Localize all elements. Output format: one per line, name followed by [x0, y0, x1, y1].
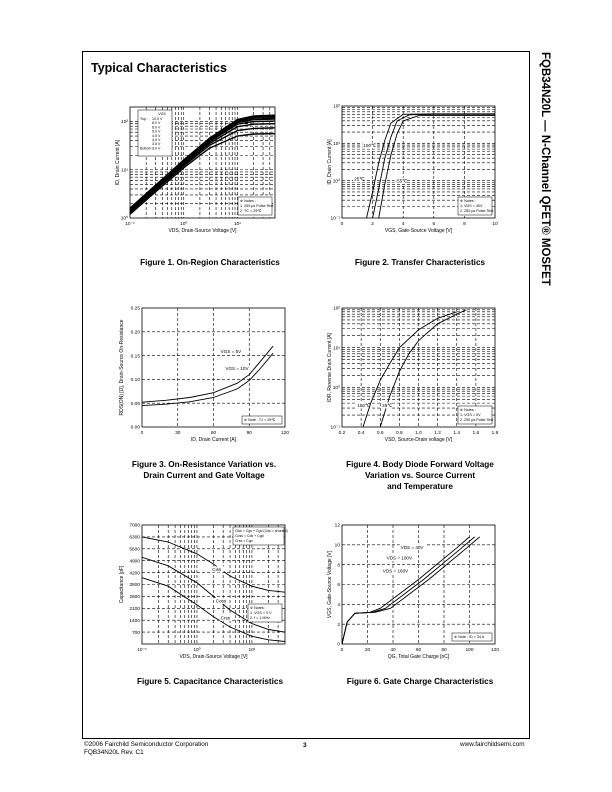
y-tick-label: 0.10	[130, 378, 140, 384]
y-tick-label: 10	[334, 543, 340, 549]
legend-entry: 4.0 V	[152, 138, 161, 142]
y-tick-label: 5600	[129, 547, 140, 553]
y-tick-label: 0.20	[130, 330, 140, 336]
y-axis-label: Capacitance [pF]	[119, 565, 125, 604]
footer-page-number: 3	[303, 742, 307, 749]
x-tick-label: 10⁻¹	[125, 222, 135, 227]
series-label: Crss	[220, 615, 231, 621]
x-tick-label: 10⁻¹	[137, 648, 147, 653]
x-tick-label: 0.2	[338, 431, 346, 436]
figure-3-chart	[118, 303, 290, 443]
figure-4-caption	[320, 459, 520, 492]
x-tick-label: 8	[463, 222, 466, 227]
caption-line: Figure 5. Capacitance Characteristics	[136, 677, 284, 686]
y-tick-label: 2800	[129, 595, 140, 601]
x-tick-label: 20	[364, 648, 371, 653]
x-tick-label: 0.6	[376, 431, 384, 436]
series-label: VGS = 10V	[225, 365, 249, 371]
x-tick-label: 2	[371, 222, 374, 227]
figure-1-caption	[110, 257, 310, 268]
series-label: 25℃	[354, 176, 365, 182]
x-axis-label: QG, Total Gate Charge [nC]	[387, 654, 450, 660]
legend-title-top: Top :	[140, 117, 148, 121]
x-tick-label: 60	[210, 431, 217, 436]
y-tick-label: 0.15	[130, 354, 140, 360]
y-tick-label: 10⁻¹	[330, 425, 340, 431]
x-tick-label: 1.8	[491, 431, 499, 436]
y-tick-label: 2	[337, 622, 340, 628]
notes-line: 2. TC = 25℃	[240, 209, 262, 213]
y-tick-label: 4200	[129, 571, 140, 577]
x-tick-label: 10¹	[248, 648, 256, 653]
y-axis-label: IDR, Reverse Drain Current [A]	[327, 333, 333, 402]
x-axis-label: VDS, Drain-Source Voltage [V]	[168, 228, 237, 234]
y-axis-label: RDS(ON) [Ω], Drain-Source On-Resistance	[119, 319, 125, 416]
caption-line: and Temperature	[387, 482, 453, 491]
y-tick-label: 10⁻¹	[330, 216, 340, 222]
caption-line: Figure 6. Gate Charge Characteristics	[346, 677, 494, 686]
notes-line: 2. f = 1 MHz	[250, 616, 270, 620]
caption-line: Drain Current and Gate Voltage	[143, 471, 265, 480]
x-tick-label: 4	[401, 222, 405, 227]
caption-line: Figure 3. On-Resistance Variation vs.	[131, 460, 277, 469]
series-label: -55℃	[395, 178, 408, 184]
x-axis-label: VSD, Source-Drain voltage [V]	[384, 437, 453, 443]
y-axis-label: ID, Drain Current [A]	[327, 139, 333, 185]
legend-header: VGS	[158, 112, 166, 116]
x-axis-label: ID, Drain Current [A]	[190, 437, 237, 443]
x-tick-label: 0.4	[357, 431, 365, 436]
legend-entry: 8.0 V	[152, 121, 161, 126]
notes-line: ※ Notes :	[250, 606, 266, 610]
y-axis-label: ID, Drain Current [A]	[115, 139, 121, 186]
y-tick-label: 8	[337, 563, 340, 569]
notes-line: 2. 250 μs Pulse Test	[460, 418, 494, 422]
figure-6-caption	[320, 676, 520, 687]
legend-entry: 10.0 V	[152, 117, 163, 121]
y-tick-label: 10²	[333, 104, 340, 110]
x-tick-label: 90	[246, 431, 252, 436]
series-label: VDS = 40V	[400, 544, 424, 550]
series-label: 25℃	[382, 402, 393, 408]
y-tick-label: 700	[131, 630, 140, 636]
y-tick-label: 10¹	[333, 142, 340, 148]
series-label: Coss	[215, 598, 227, 604]
y-tick-label: 2100	[129, 607, 140, 612]
y-tick-label: 10²	[121, 120, 128, 126]
y-axis-label: VGS, Gate-Source Voltage [V]	[327, 550, 333, 619]
footer-revision: FQB34N20L Rev. C1	[84, 749, 144, 756]
caption-line: Figure 4. Body Diode Forward Voltage	[346, 460, 494, 469]
y-tick-label: 0.05	[130, 401, 140, 407]
figure-5-chart	[118, 520, 288, 660]
y-tick-label: 7000	[129, 523, 140, 529]
y-tick-label: 10¹	[333, 346, 340, 352]
y-tick-label: 6	[337, 583, 340, 589]
x-tick-label: 0	[340, 222, 344, 227]
x-tick-label: 30	[175, 431, 181, 436]
series-label: 150℃	[363, 142, 377, 148]
legend-entry: 3.5 V	[152, 142, 161, 147]
y-tick-label: 4900	[129, 559, 140, 565]
figure-6-chart	[325, 520, 500, 660]
x-tick-label: 10¹	[233, 222, 241, 227]
x-tick-label: 0	[140, 431, 144, 436]
x-tick-label: 10⁰	[193, 648, 201, 653]
notes-line: ※ Notes :	[460, 199, 476, 203]
figure-2-chart	[325, 100, 498, 234]
x-tick-label: 60	[415, 648, 422, 653]
side-title	[535, 52, 555, 332]
notes-line: ※ Note : ID = 34 A	[454, 635, 485, 639]
footer-copyright: ©2006 Fairchild Semiconductor Corporation	[84, 741, 209, 748]
y-tick-label: 4	[337, 603, 340, 609]
x-axis-label: VDS, Drain-Source Voltage [V]	[179, 654, 248, 660]
x-tick-label: 1.4	[453, 431, 461, 436]
notes-line: 1. VGS = 0V	[460, 413, 481, 417]
figure-4-chart	[325, 303, 500, 443]
caption-line: Figure 1. On-Region Characteristics	[140, 258, 280, 267]
x-tick-label: 40	[390, 648, 396, 653]
y-tick-label: 0.25	[130, 306, 140, 312]
legend-entry: 3.0 V	[152, 146, 161, 151]
footer-url-text[interactable]: www.fairchildsemi.com	[460, 741, 525, 748]
notes-line: ※ Note : TJ = 25℃	[244, 418, 276, 422]
x-tick-label: 1.0	[415, 431, 422, 436]
series-label: 150℃	[357, 402, 371, 408]
legend-entry: 5.0 V	[152, 129, 161, 134]
figure-2-caption	[320, 257, 520, 268]
notes-line: ※ Notes :	[460, 408, 476, 412]
y-tick-label: 10²	[333, 306, 340, 312]
y-tick-label: 10⁰	[332, 179, 340, 185]
x-tick-label: 0.8	[396, 431, 403, 436]
page-heading: Typical Characteristics	[91, 61, 227, 75]
series-label: VDS = 100V	[386, 555, 413, 561]
x-tick-label: 1.2	[434, 431, 441, 436]
notes-line: 2. 250 μs Pulse Test	[460, 209, 494, 213]
y-tick-label: 10⁰	[120, 216, 128, 222]
x-tick-label: 1.6	[472, 431, 480, 436]
x-tick-label: 120	[490, 648, 500, 653]
legend-entry: 6.0 V	[152, 125, 161, 130]
y-tick-label: 6300	[129, 535, 140, 541]
x-tick-label: 0	[340, 648, 344, 653]
notes-line: 1. VGS = 0 V	[250, 611, 272, 615]
legend-title-bottom: Bottom :	[140, 146, 154, 151]
y-tick-label: 12	[334, 523, 340, 529]
x-tick-label: 10	[492, 222, 498, 227]
x-axis-label: VGS, Gate-Source Voltage [V]	[384, 228, 453, 234]
side-title-text: FQB34N20L — N-Channel QFET® MOSFET	[539, 52, 551, 286]
y-tick-label: 0	[337, 642, 340, 648]
notes-line: 1. VDS = 40V	[460, 204, 483, 208]
caption-line: Variation vs. Source Current	[364, 471, 476, 480]
series-label: VDS = 160V	[382, 568, 409, 574]
y-tick-label: 3500	[129, 583, 140, 589]
footer-url[interactable]	[460, 741, 525, 749]
caption-line: Figure 2. Transfer Characteristics	[354, 258, 486, 267]
legend-entry: Crss = Cgd	[235, 539, 253, 543]
y-tick-label: 0.00	[130, 425, 140, 431]
figure-5-caption	[110, 676, 310, 687]
legend-entry: Coss = Cds + Cgd	[235, 534, 264, 538]
legend-entry: Ciss = Cgs + Cgd (Cds = shorted)	[235, 529, 288, 533]
notes-line: 1. 250 μs Pulse Test	[240, 204, 274, 208]
figure-1-chart	[115, 100, 288, 234]
notes-line: ※ Notes :	[240, 199, 256, 203]
series-label: VGS = 5V	[220, 349, 242, 355]
x-tick-label: 6	[432, 222, 436, 227]
x-tick-label: 10⁰	[180, 222, 188, 227]
legend-entry: 4.5 V	[152, 133, 161, 138]
y-tick-label: 1400	[129, 618, 140, 624]
x-tick-label: 120	[280, 431, 290, 436]
x-tick-label: 80	[441, 648, 447, 653]
x-tick-label: 100	[465, 648, 474, 653]
series-label: Ciss	[212, 566, 222, 572]
y-tick-label: 10⁰	[332, 386, 340, 392]
y-tick-label: 10¹	[121, 168, 128, 174]
figure-3-caption	[104, 459, 304, 481]
